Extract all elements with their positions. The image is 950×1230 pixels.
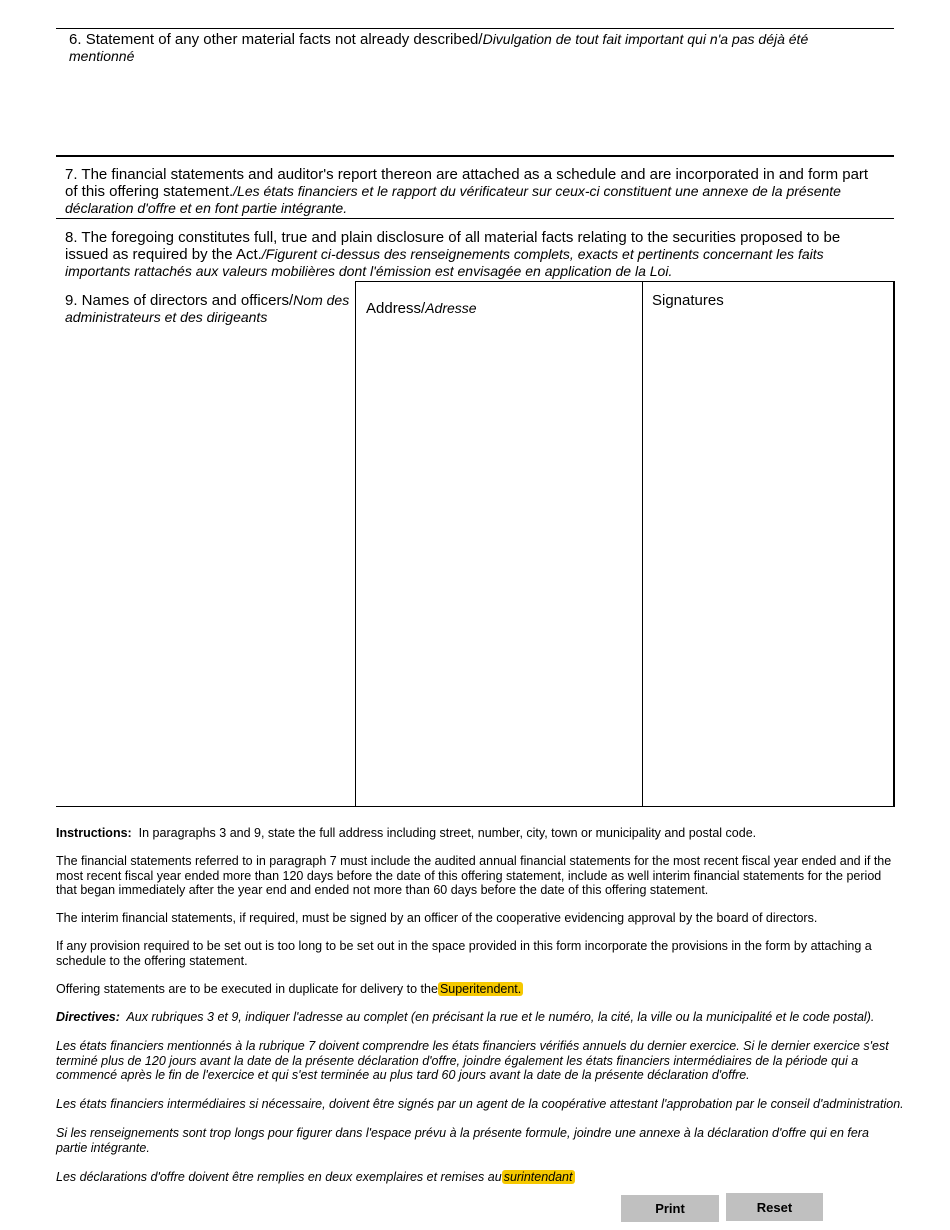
section7-text-fr: /Les états financiers et le rapport du vérificateur sur ceux-ci constituent une annexe de la présente déclaration d'offre et en font partie intégrante. — [65, 183, 841, 216]
section6-answer-area[interactable] — [56, 66, 894, 154]
directives-p1 — [56, 1010, 916, 1025]
names-column-header — [65, 292, 350, 326]
directives-p3: Les états financiers intermédiaires si nécessaire, doivent être signés par un agent de la coopérative attestant l'approbation par le conseil d'administration. — [56, 1097, 904, 1111]
address-column-header — [366, 300, 477, 317]
instructions-p5-text: Offering statements are to be executed in duplicate for delivery to the — [56, 982, 438, 996]
names-header-en: 9. Names of directors and officers/ — [65, 292, 294, 309]
directives-p5 — [56, 1170, 916, 1185]
directives-label: Directives: — [56, 1010, 120, 1024]
superintendent-highlight[interactable]: Superitendent. — [439, 982, 522, 996]
instructions-p1 — [56, 826, 916, 841]
address-header-en: Address/ — [366, 300, 426, 317]
signatures-column-field[interactable] — [645, 330, 891, 804]
print-button[interactable]: Print — [621, 1195, 719, 1222]
section8-text-fr: /Figurent ci-dessus des renseignements complets, exacts et pertinents concernant les faits importants rattachés aux valeurs mobilières dont l'émission est envisagée en application de la Loi. — [65, 246, 824, 279]
instructions-p4: If any provision required to be set out is too long to be set out in the space provided in this form incorporate the provisions in the form by attaching a schedule to the offering statement. — [56, 939, 872, 968]
section8-top-rule — [56, 218, 894, 219]
instructions-p2: The financial statements referred to in paragraph 7 must include the audited annual financial statements for the most recent fiscal year ended and if the most recent fiscal year ended more than 120 days before the date of this offering statement, include as well interim financial statements for the period that began immediately after the year end and ended not more than 60 days before the date of this offering statement. — [56, 854, 892, 897]
names-header-fr: Nom des administrateurs et des dirigeants — [65, 292, 350, 325]
section9-bottom-rule — [56, 806, 894, 807]
instructions-p1-text: In paragraphs 3 and 9, state the full address including street, number, city, town or municipality and postal code. — [138, 826, 757, 840]
reset-button[interactable]: Reset — [726, 1193, 823, 1221]
address-column-field[interactable] — [358, 330, 640, 804]
signatures-column-header: Signatures — [652, 292, 724, 309]
address-header-fr: Adresse — [425, 300, 477, 316]
instructions-p3: The interim financial statements, if required, must be signed by an officer of the cooperative evidencing approval by the board of directors. — [56, 911, 818, 925]
section9-right-border — [893, 281, 895, 807]
section6-top-rule — [56, 28, 894, 29]
section9-top-rule — [356, 281, 894, 282]
names-column-field[interactable] — [57, 330, 353, 804]
directives-p1-text: Aux rubriques 3 et 9, indiquer l'adresse au complet (en précisant la rue et le numéro, la cité, la ville ou la municipalité et le code postal). — [126, 1010, 875, 1024]
section8-text — [65, 230, 880, 280]
section6-text-fr: Divulgation de tout fait important qui n'a pas déjà été mentionné — [69, 31, 809, 64]
section6-number: 6. — [69, 31, 82, 48]
section9-divider-1 — [355, 281, 356, 807]
instructions-label: Instructions: — [56, 826, 132, 840]
directives-p2: Les états financiers mentionnés à la rubrique 7 doivent comprendre les états financiers vérifiés annuels du dernier exercice. Si le dernier exercice s'est terminé plus de 120 jours avant la date de la présente déclaration d'offre, joindre également les états financiers intermédiaires de la période qui a commencé après le fin de l'exercice et qui s'est terminée au plus tard 60 jours avant la date de la présente déclaration d'offre. — [56, 1039, 889, 1082]
section9-divider-2 — [642, 281, 643, 807]
surintendant-highlight[interactable]: surintendant — [503, 1170, 573, 1184]
section7-text-en: 7. The financial statements and auditor's report thereon are attached as a schedule and are incorporated in and form part of this offering statement. — [65, 166, 869, 200]
directives-p5-text: Les déclarations d'offre doivent être remplies en deux exemplaires et remises au — [56, 1170, 502, 1184]
directives-p4: Si les renseignements sont trop longs pour figurer dans l'espace prévu à la présente formule, joindre une annexe à la déclaration d'offre qui en fera partie intégrante. — [56, 1126, 869, 1155]
section6-text-en: Statement of any other material facts not already described/ — [85, 31, 483, 48]
section7-top-rule — [56, 155, 894, 157]
section6-heading — [69, 31, 829, 65]
section8-text-en: 8. The foregoing constitutes full, true and plain disclosure of all material facts relating to the securities proposed to be issued as required by the Act. — [65, 229, 841, 263]
section7-text — [65, 167, 880, 217]
instructions-p5 — [56, 982, 916, 997]
